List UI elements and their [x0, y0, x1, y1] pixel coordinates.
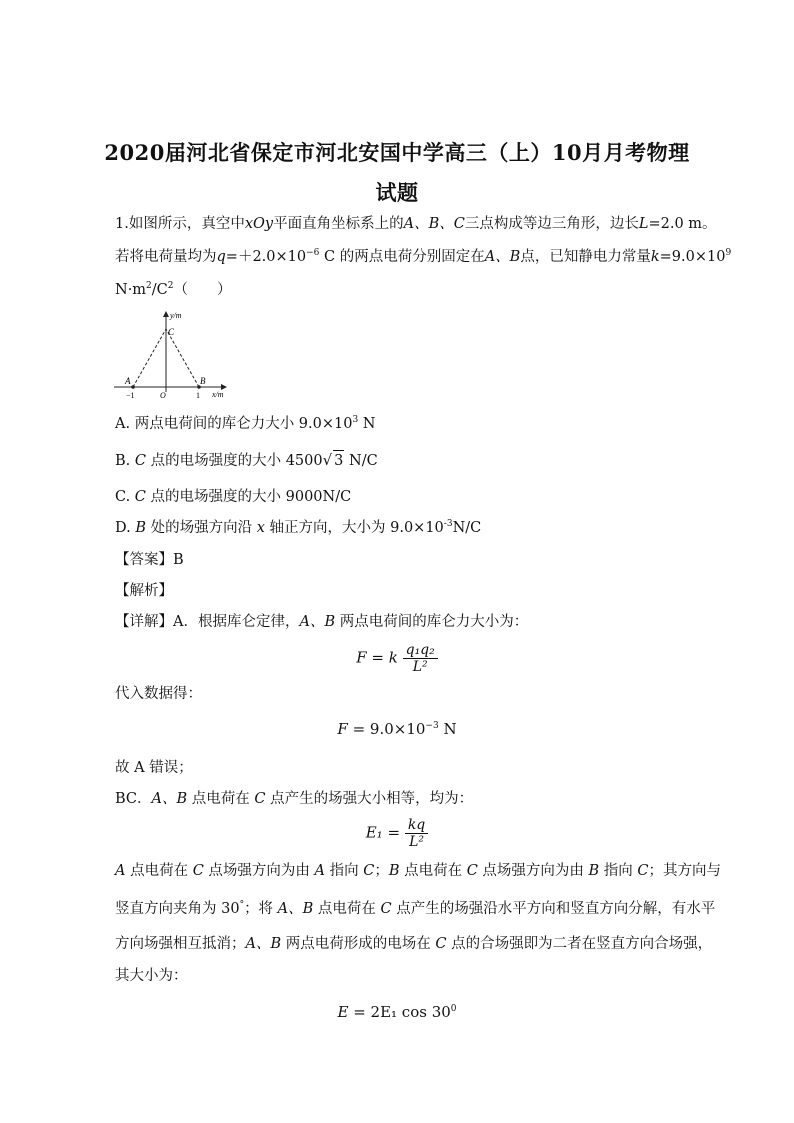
text: 3 — [352, 415, 359, 426]
triangle-side-ac — [133, 329, 166, 387]
text: 故 A 错误； — [115, 760, 193, 776]
text: =＋2.0×10 — [225, 249, 307, 265]
text: L² — [409, 834, 424, 850]
option-c — [115, 487, 351, 507]
text: −6 — [306, 248, 320, 259]
text: =9.0×10 — [659, 249, 726, 265]
text: 点的电场强度的大小 4500 — [145, 453, 323, 469]
text: D. — [115, 520, 136, 536]
text: B — [388, 863, 400, 879]
text: B — [135, 520, 146, 536]
answer-label: 【答案】 — [115, 552, 173, 568]
coordinate-figure — [112, 308, 234, 400]
text: 点的合场强即为二者在竖直方向合场强， — [446, 936, 713, 952]
text: N·m — [115, 282, 147, 298]
text: 点电荷在 — [313, 901, 381, 917]
text: C 的两点电荷分别固定在 — [319, 249, 485, 265]
text: 三点构成等边三角形，边长 — [464, 216, 639, 232]
answer-line — [115, 550, 184, 570]
text: 点电荷在 — [187, 791, 255, 807]
solution-p1 — [115, 612, 528, 632]
text: 代入数据得： — [115, 686, 202, 702]
triangle-side-bc — [166, 329, 199, 387]
text: C — [637, 863, 649, 879]
equation-force-value — [0, 720, 794, 738]
analysis-label: 【解析】 — [115, 583, 173, 599]
text: A、B — [299, 614, 336, 630]
text: B. — [115, 453, 135, 469]
tick-1: 1 — [196, 391, 200, 400]
text: E — [337, 1003, 349, 1021]
text: C — [466, 863, 478, 879]
solution-p2 — [115, 684, 202, 704]
solution-p5 — [115, 861, 721, 881]
option-a — [115, 414, 376, 434]
text: 点产生的场强大小相等，均为： — [265, 791, 474, 807]
text: N — [358, 416, 376, 432]
text: N/C — [344, 453, 378, 469]
text: 平面直角坐标系上的 — [273, 216, 404, 232]
text: 点场强方向为由 — [203, 863, 315, 879]
text: 2 — [146, 281, 152, 292]
text: kq — [405, 817, 428, 834]
text: F = k — [356, 648, 398, 667]
text: 指向 — [325, 863, 364, 879]
solution-p8 — [115, 966, 188, 986]
answer-value: B — [173, 552, 184, 568]
fraction — [403, 642, 438, 675]
text: =2.0 m。 — [648, 216, 717, 232]
y-axis-label: y/m — [170, 311, 182, 320]
equation-total-field — [0, 1003, 794, 1021]
origin-label: O — [160, 391, 166, 400]
point-a-label: A — [125, 376, 131, 386]
text: E₁ = — [365, 823, 401, 842]
solution-p4 — [115, 789, 473, 809]
text: −3 — [425, 721, 439, 731]
text: A、B — [245, 936, 282, 952]
text: A．根据库仑定律， — [173, 614, 300, 630]
text: 两点电荷形成的电场在 — [281, 936, 436, 952]
text: 其大小为： — [115, 968, 188, 984]
equation-coulomb — [0, 642, 794, 675]
point-b-label: B — [200, 376, 206, 386]
question-intro-line1 — [115, 214, 717, 234]
solution-p7 — [115, 934, 712, 954]
text: A — [115, 863, 126, 879]
sqrt-icon: √ — [322, 451, 333, 469]
text: C — [192, 863, 204, 879]
text: A、B — [151, 791, 188, 807]
detail-label: 【详解】 — [115, 614, 173, 630]
text: N — [438, 720, 457, 738]
text: 点的电场强度的大小 9000N/C — [145, 489, 352, 505]
text: C — [435, 936, 447, 952]
text: ；将 — [244, 901, 278, 917]
text: L² — [412, 659, 428, 675]
text: ； — [374, 863, 389, 879]
text: A、B、C — [403, 216, 465, 232]
text: 9 — [725, 248, 732, 259]
tick-neg1: −1 — [126, 391, 135, 400]
text: xOy — [244, 216, 274, 232]
text: 两点电荷间的库仑力大小为： — [335, 614, 529, 630]
text: 点，已知静电力常量 — [520, 249, 651, 265]
text: BC． — [115, 791, 152, 807]
text: 点场强方向为由 — [477, 863, 589, 879]
text: 指向 — [599, 863, 638, 879]
text: 点电荷在 — [125, 863, 193, 879]
text: 0 — [450, 1004, 457, 1014]
text: x — [256, 520, 265, 536]
text: 3 — [333, 450, 344, 471]
text: A、B — [277, 901, 314, 917]
text: 处的场强方向沿 — [145, 520, 257, 536]
text: 2 — [167, 281, 174, 292]
question-intro-line2 — [115, 247, 731, 267]
text: 竖直方向夹角为 30 — [115, 901, 240, 917]
text: 轴正方向，大小为 9.0×10 — [264, 520, 444, 536]
text: 若将电荷量均为 — [115, 249, 217, 265]
text: ° — [239, 900, 245, 911]
analysis-heading — [115, 581, 173, 601]
text: 方向场强相互抵消； — [115, 936, 246, 952]
option-b — [115, 450, 378, 471]
text: = 2E₁ cos 30 — [348, 1003, 451, 1021]
x-axis-label: x/m — [212, 390, 224, 399]
text: A、B — [484, 249, 521, 265]
fraction — [405, 817, 428, 850]
text: C — [254, 791, 266, 807]
point-c-label: C — [168, 327, 175, 337]
text: B — [588, 863, 600, 879]
text: q — [216, 249, 226, 265]
text: C — [134, 489, 146, 505]
text: F — [337, 720, 348, 738]
text: 点电荷在 — [399, 863, 467, 879]
text: /C — [151, 282, 168, 298]
text: （ ） — [173, 282, 232, 298]
text: 1.如图所示，真空中 — [115, 216, 245, 232]
solution-p3 — [115, 758, 193, 778]
text: C — [134, 453, 146, 469]
text: ；其方向与 — [648, 863, 722, 879]
text: C. — [115, 489, 135, 505]
text: = 9.0×10 — [347, 720, 426, 738]
page-title-line1: 2020届河北省保定市河北安国中学高三（上）10月月考物理 — [104, 140, 690, 165]
text: C — [363, 863, 375, 879]
text: A. 两点电荷间的库仑力大小 9.0×10 — [115, 416, 353, 432]
text: C — [380, 901, 392, 917]
text: k — [650, 249, 660, 265]
text: N/C — [452, 520, 482, 536]
solution-p6 — [115, 899, 715, 919]
question-intro-line3 — [115, 280, 232, 300]
equation-e1 — [0, 817, 794, 850]
point-a — [131, 385, 135, 389]
page-title-line2: 试题 — [375, 180, 419, 205]
text: 点产生的场强沿水平方向和竖直方向分解，有水平 — [391, 901, 716, 917]
text: L — [638, 216, 649, 232]
text: A — [314, 863, 326, 879]
text: q₁q₂ — [403, 642, 438, 659]
text: -3 — [443, 519, 453, 530]
option-d — [115, 518, 481, 538]
